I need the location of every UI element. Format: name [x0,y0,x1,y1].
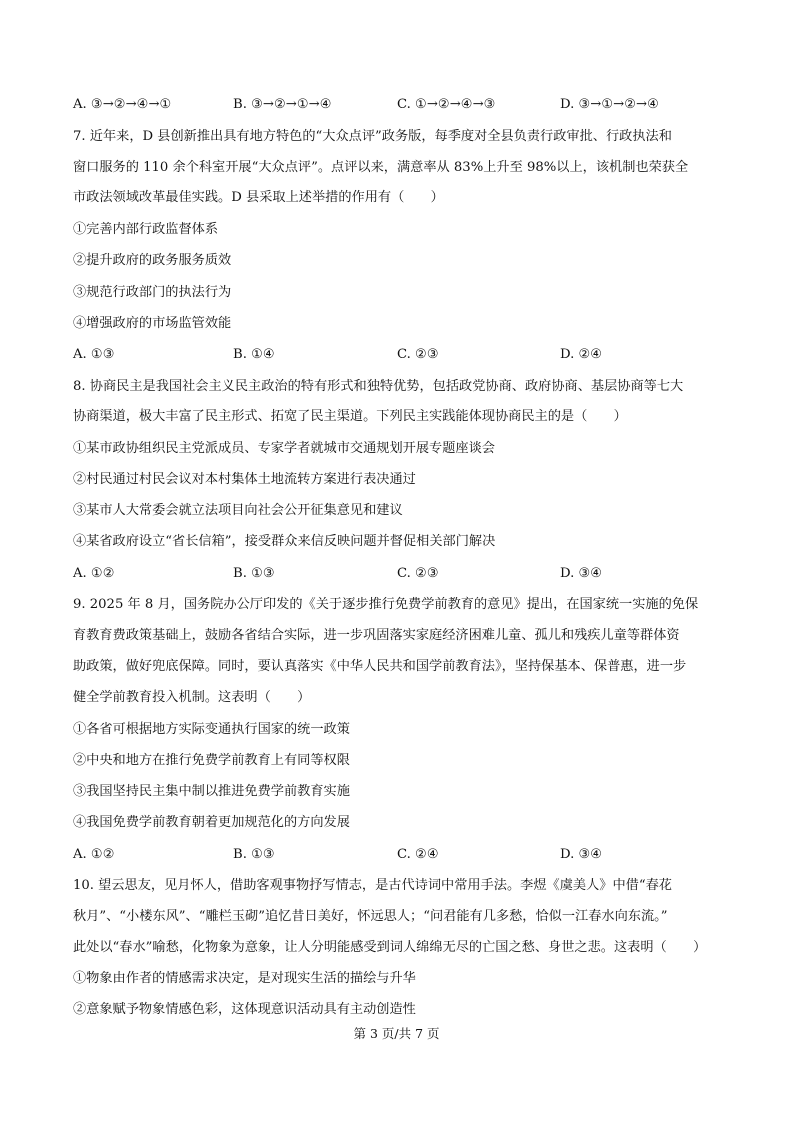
q9-item-2: ②中央和地方在推行免费学前教育上有同等权限 [73,753,350,768]
q7-item-4: ④增强政府的市场监管效能 [73,316,232,331]
q8-option-b: B. ①③ [233,566,275,581]
q10-stem-line: 此处以“春水”喻愁，化物象为意象，让人分明能感受到词人绵绵无尽的亡国之愁、身世之悲。这表明（ ） [73,940,707,955]
page-number-footer: 第 3 页/共 7 页 [353,1026,440,1041]
q8-stem-line: 协商渠道，极大丰富了民主形式、拓宽了民主渠道。下列民主实践能体现协商民主的是（ ） [73,409,627,424]
q9-stem-line: 育教育费政策基础上，鼓励各省结合实际，进一步巩固落实家庭经济困难儿童、孤儿和残疾儿童等群体资 [73,628,680,643]
q9-stem-line: 9. 2025 年 8 月，国务院办公厅印发的《关于逐步推行免费学前教育的意见》提出，在国家统一实施的免保 [73,597,699,612]
q8-options [73,565,753,583]
q9-option-c: C. ②④ [397,847,439,862]
q7-item-1: ①完善内部行政监督体系 [73,222,219,237]
q7-item-3: ③规范行政部门的执法行为 [73,285,232,300]
q7-option-c: C. ②③ [397,347,439,362]
q9-option-d: D. ③④ [560,847,603,862]
q7-options [73,346,753,364]
q7-stem-line: 窗口服务的 110 余个科室开展“大众点评”。点评以来，满意率从 83%上升至 98%以上，该机制也荣获全 [73,160,689,175]
q8-item-3: ③某市人大常委会就立法项目向社会公开征集意见和建议 [73,503,403,518]
q6-options [73,96,753,114]
q8-item-2: ②村民通过村民会议对本村集体土地流转方案进行表决通过 [73,472,416,487]
q8-option-a: A. ①② [73,566,115,581]
q8-stem-line: 8. 协商民主是我国社会主义民主政治的特有形式和独特优势，包括政党协商、政府协商、基层协商等七大 [73,379,684,394]
q6-option-d: D. ③→①→②→④ [560,97,659,112]
q10-item-2: ②意象赋予物象情感色彩，这体现意识活动具有主动创造性 [73,1002,416,1017]
q7-option-a: A. ①③ [73,347,115,362]
q10-stem-line: 10. 望云思友，见月怀人，借助客观事物抒写情志，是古代诗词中常用手法。李煜《虞美人》中借“春花 [73,878,672,893]
q7-option-b: B. ①④ [233,347,275,362]
q9-stem-line: 健全学前教育投入机制。这表明（ ） [73,690,311,705]
q9-item-4: ④我国免费学前教育朝着更加规范化的方向发展 [73,815,350,830]
q10-item-1: ①物象由作者的情感需求决定，是对现实生活的描绘与升华 [73,971,416,986]
q8-item-1: ①某市政协组织民主党派成员、专家学者就城市交通规划开展专题座谈会 [73,441,495,456]
q6-option-b: B. ③→②→①→④ [233,97,332,112]
q7-stem-line: 7. 近年来，D 县创新推出具有地方特色的“大众点评”政务版，每季度对全县负责行政审批、行政执法和 [73,129,672,144]
q8-option-c: C. ②③ [397,566,439,581]
q9-item-1: ①各省可根据地方实际变通执行国家的统一政策 [73,722,350,737]
q6-option-c: C. ①→②→④→③ [397,97,496,112]
q10-stem-line: 秋月”、“小楼东风”、“雕栏玉砌”追忆昔日美好，怀远思人；“问君能有几多愁，恰似一江春水向东流。” [73,909,668,924]
q9-options [73,846,753,864]
q9-stem-line: 助政策，做好兜底保障。同时，要认真落实《中华人民共和国学前教育法》，坚持保基本、保普惠，进一步 [73,659,687,674]
q7-item-2: ②提升政府的政务服务质效 [73,253,232,268]
q9-item-3: ③我国坚持民主集中制以推进免费学前教育实施 [73,784,350,799]
q8-option-d: D. ③④ [560,566,603,581]
q6-option-a: A. ③→②→④→① [73,97,172,112]
q8-item-4: ④某省政府设立“省长信箱”，接受群众来信反映问题并督促相关部门解决 [73,534,496,549]
q9-option-a: A. ①② [73,847,115,862]
q7-stem-line: 市政法领域改革最佳实践。D 县采取上述举措的作用有（ ） [73,190,444,205]
q9-option-b: B. ①③ [233,847,275,862]
q7-option-d: D. ②④ [560,347,603,362]
